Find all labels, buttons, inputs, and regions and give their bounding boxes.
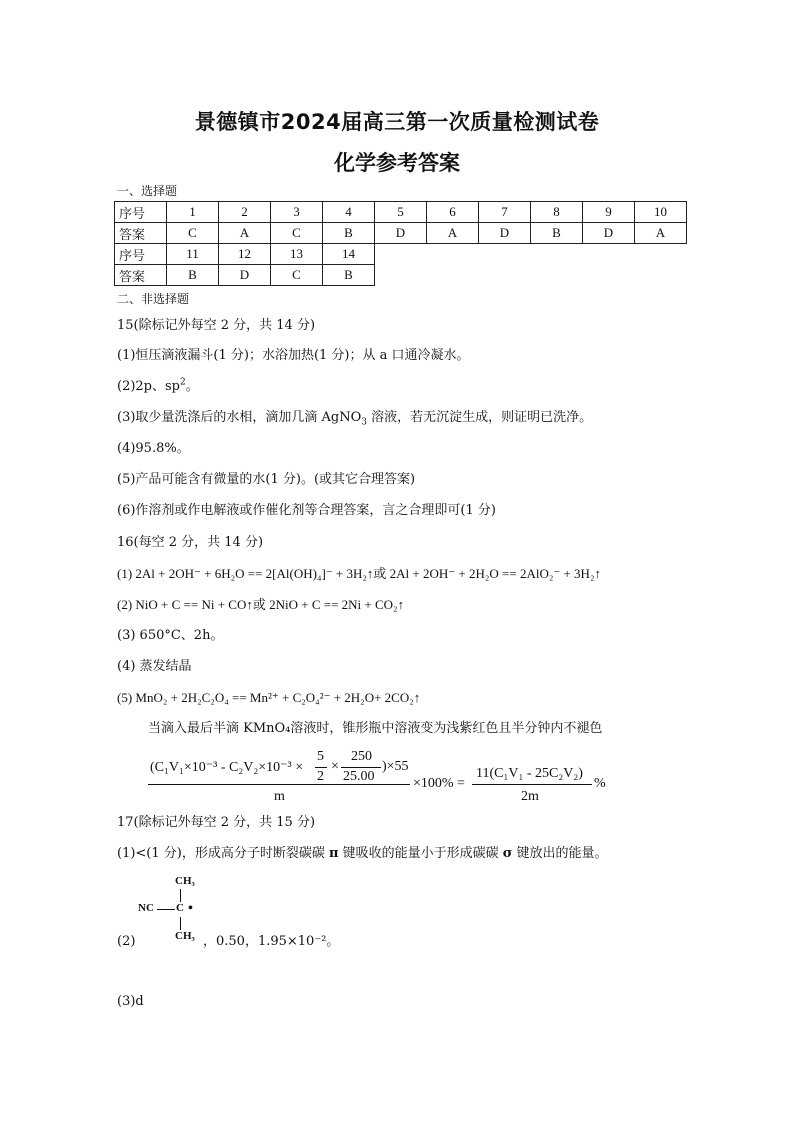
table-row-numbers-1 (115, 202, 687, 223)
fraction-bar (315, 767, 327, 768)
table-row-answers-1 (115, 223, 687, 244)
table-cell: 1 (167, 202, 219, 223)
formula-times: × (331, 759, 339, 774)
q17-answer-2-values: ，0.50，1.95×10⁻²。 (203, 934, 340, 949)
central-carbon: C (176, 902, 184, 914)
table-cell: A (219, 223, 271, 244)
table-cell: A (635, 223, 687, 244)
table-cell: D (219, 265, 271, 286)
q16-answer-5: (5) MnO₂ + 2H₂C₂O₄ == Mn²⁺ + C₂O₄²⁻ + 2H₂O+ 2CO₂↑ (117, 690, 421, 705)
table-cell: 5 (375, 202, 427, 223)
q15-answer-3: (3)取少量洗涤后的水相，滴加几滴 AgNO$_3$ 溶液，若无沉淀生成，则证明已洗净。 (117, 410, 593, 428)
formula-tail: )×55 (382, 759, 409, 774)
main-fraction-bar (148, 784, 410, 785)
exam-title: 景德镇市2024届高三第一次质量检测试卷 (194, 110, 600, 134)
q15-answer-1: (1)恒压滴液漏斗(1 分)；水浴加热(1 分)；从 a 口通冷凝水。 (117, 348, 470, 363)
q15-answer-5: (5)产品可能含有微量的水(1 分)。(或其它合理答案) (117, 472, 416, 487)
formula-2500: 25.00 (343, 769, 375, 784)
table-cell: C (167, 223, 219, 244)
section-nonchoice-label: 二、非选择题 (117, 292, 190, 306)
q16-answer-4: (4) 蒸发结晶 (117, 659, 192, 674)
table-cell: 14 (323, 244, 375, 265)
table-row-answers-2 (115, 265, 687, 286)
table-cell: 2 (219, 202, 271, 223)
bond-line (180, 917, 181, 930)
table-cell: 10 (635, 202, 687, 223)
result-fraction-bar (472, 784, 592, 785)
formula-result-numerator: 11(C₁V₁ - 25C₂V₂) (476, 766, 583, 781)
table-cell: D (375, 223, 427, 244)
fraction-bar (341, 767, 381, 768)
section-choice-label: 一、选择题 (117, 184, 178, 198)
table-cell: D (583, 223, 635, 244)
table-cell: 13 (271, 244, 323, 265)
table-empty-area (375, 265, 687, 286)
methyl-top: CH₃ (175, 875, 195, 887)
table-cell: B (323, 223, 375, 244)
formula-denominator: m (274, 789, 285, 804)
formula-five: 5 (317, 749, 324, 764)
row-label-number: 序号 (115, 244, 167, 265)
radical-dot: • (188, 901, 193, 916)
formula-two: 2 (317, 769, 324, 784)
q17-heading: 17(除标记外每空 2 分，共 15 分) (117, 815, 316, 830)
table-cell: 3 (271, 202, 323, 223)
table-cell: A (427, 223, 479, 244)
q16-answer-1: (1) 2Al + 2OH⁻ + 6H₂O == 2[Al(OH)₄]⁻ + 3H₂↑或 2Al + 2OH⁻ + 2H₂O == 2AlO₂⁻ + 3H₂↑ (117, 566, 601, 581)
methyl-bottom: CH₃ (175, 930, 195, 942)
q16-heading: 16(每空 2 分，共 14 分) (117, 535, 264, 550)
q17-answer-2-label: (2) (117, 934, 136, 949)
row-label-answer: 答案 (115, 223, 167, 244)
q16-answer-3: (3) 650°C、2h。 (117, 628, 224, 643)
table-cell: C (271, 265, 323, 286)
table-cell: 6 (427, 202, 479, 223)
q15-heading: 15(除标记外每空 2 分，共 14 分) (117, 318, 316, 333)
bond-line (180, 889, 181, 902)
q16-answer-2: (2) NiO + C == Ni + CO↑或 2NiO + C == 2Ni + CO₂↑ (117, 597, 405, 612)
q15-answer-2: (2)2p、$sp^2$。 (117, 377, 199, 394)
formula-percent: % (594, 776, 606, 791)
table-cell: 11 (167, 244, 219, 265)
table-cell: 7 (479, 202, 531, 223)
table-cell: C (271, 223, 323, 244)
row-label-answer: 答案 (115, 265, 167, 286)
table-cell: 8 (531, 202, 583, 223)
formula-equals: ×100% = (413, 776, 465, 791)
table-cell: B (167, 265, 219, 286)
table-cell: B (323, 265, 375, 286)
q17-answer-3: (3)d (117, 994, 144, 1009)
choice-answer-table (114, 201, 687, 286)
q16-endpoint-note: 当滴入最后半滴 KMnO₄溶液时，锥形瓶中溶液变为浅紫红色且半分钟内不褪色 (148, 721, 603, 736)
bond-line (157, 909, 175, 910)
formula-numerator: (C₁V₁×10⁻³ - C₂V₂×10⁻³ × (150, 760, 304, 775)
table-empty-area (375, 244, 687, 265)
answer-key-subtitle: 化学参考答案 (334, 151, 460, 175)
q15-answer-4: (4)95.8%。 (117, 441, 190, 456)
q17-answer-1: (1)<(1 分)，形成高分子时断裂碳碳 π 键吸收的能量小于形成碳碳 σ 键放出的能量。 (117, 846, 608, 861)
formula-result-denominator: 2m (521, 789, 539, 804)
table-cell: B (531, 223, 583, 244)
table-cell: 12 (219, 244, 271, 265)
table-row-numbers-2 (115, 244, 687, 265)
formula-250: 250 (351, 749, 372, 764)
table-cell: 4 (323, 202, 375, 223)
row-label-number: 序号 (115, 202, 167, 223)
table-cell: D (479, 223, 531, 244)
table-cell: 9 (583, 202, 635, 223)
q15-answer-6: (6)作溶剂或作电解液或作催化剂等合理答案，言之合理即可(1 分) (117, 503, 496, 518)
nitrile-group: NC (138, 902, 154, 914)
